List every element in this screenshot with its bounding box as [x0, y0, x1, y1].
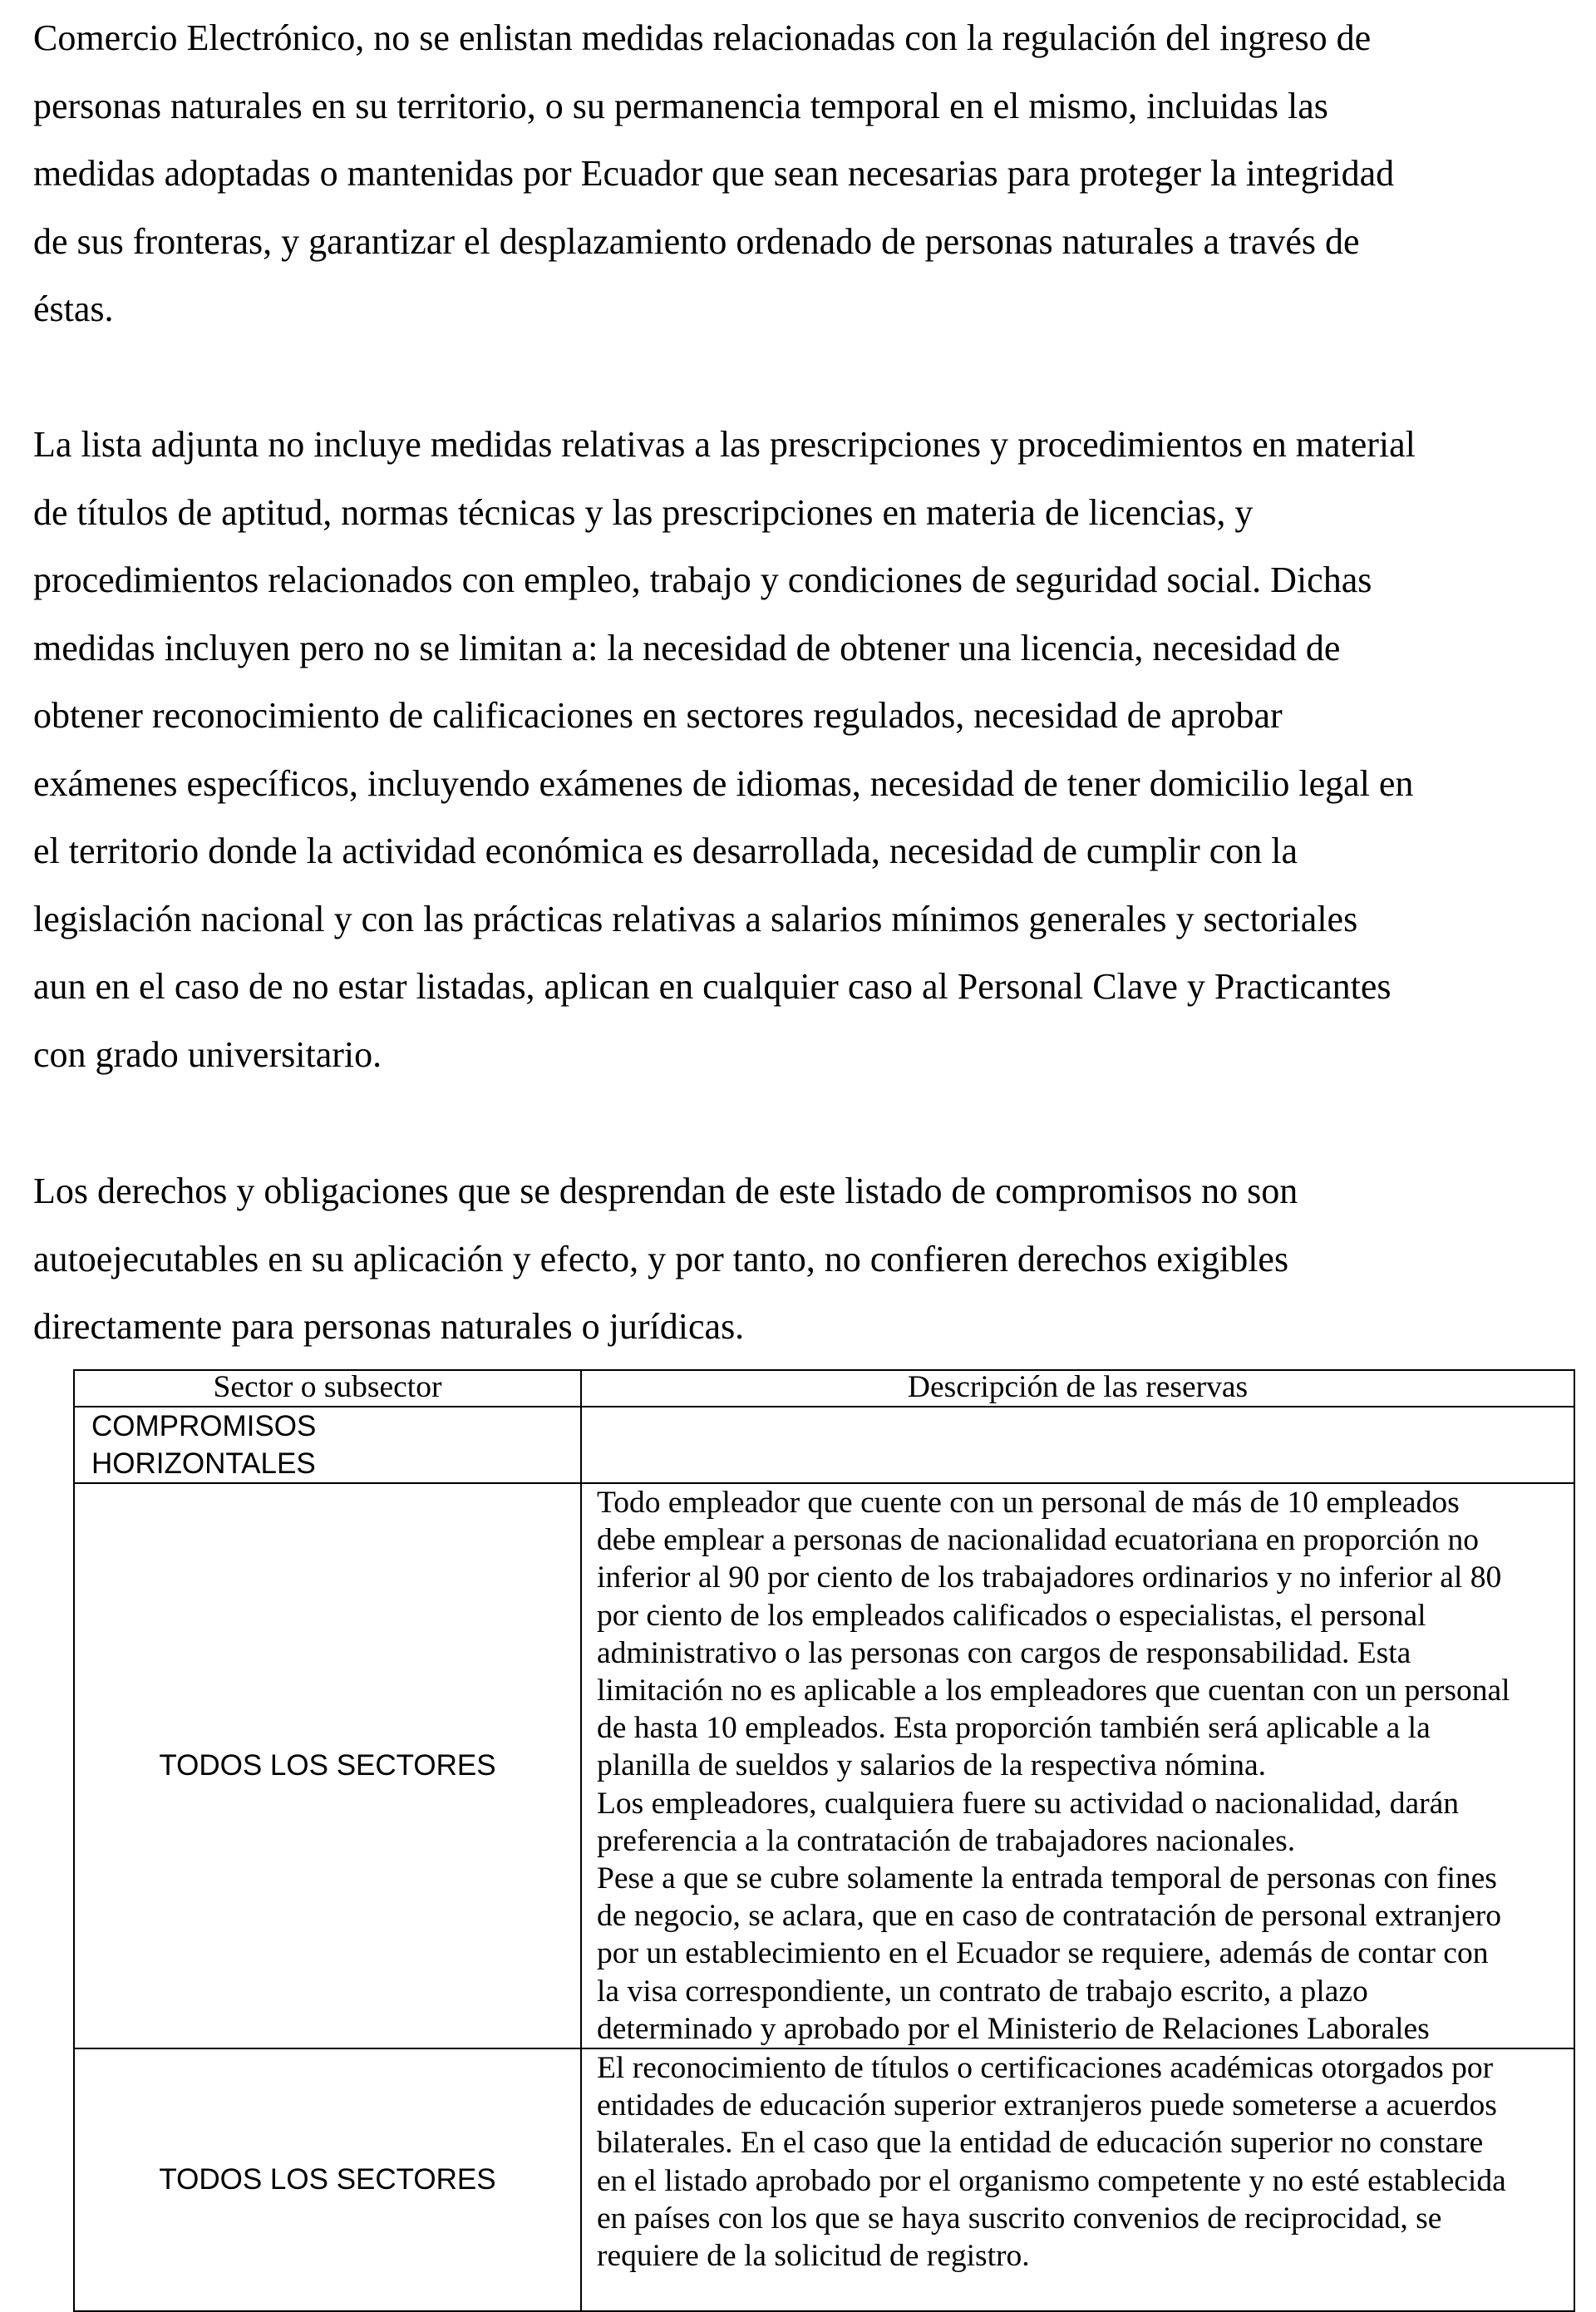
paragraph-rights-obligations [33, 1157, 1563, 1361]
reservations-table [73, 1369, 1575, 2312]
paragraph-attached-list [33, 411, 1563, 1088]
text-line: Comercio Electrónico, no se enlistan medidas relacionadas con la regulación del ingreso de [33, 17, 1372, 58]
category-cell [74, 1407, 581, 1483]
text-line: con grado universitario. [33, 1033, 382, 1075]
text-line: medidas adoptadas o mantenidas por Ecuador que sean necesarias para proteger la integridad [33, 153, 1395, 194]
text-line: el territorio donde la actividad económica es desarrollada, necesidad de cumplir con la [33, 831, 1298, 871]
description-line: en países con los que se haya suscrito convenios de reciprocidad, se [597, 2201, 1442, 2236]
text-line: obtener reconocimiento de calificaciones en sectores regulados, necesidad de aprobar [33, 695, 1283, 736]
category-label-line: COMPROMISOS [91, 1410, 317, 1442]
table-header-row [74, 1370, 1574, 1407]
text-line: Los derechos y obligaciones que se desprendan de este listado de compromisos no son [33, 1171, 1298, 1211]
description-line: planilla de sueldos y salarios de la respectiva nómina. [597, 1748, 1266, 1783]
description-line: entidades de educación superior extranjeros puede someterse a acuerdos [597, 2088, 1497, 2123]
category-empty-cell [581, 1407, 1574, 1483]
description-line: debe emplear a personas de nacionalidad ecuatoriana en proporción no [597, 1523, 1479, 1558]
description-line: administrativo o las personas con cargos de responsabilidad. Esta [597, 1635, 1411, 1670]
description-line: por un establecimiento en el Ecuador se requiere, además de contar con [597, 1936, 1489, 1971]
description-line: El reconocimiento de títulos o certificaciones académicas otorgados por [597, 2051, 1494, 2086]
description-line: por ciento de los empleados calificados o especialistas, el personal [597, 1598, 1426, 1633]
description-cell [581, 2048, 1574, 2311]
description-line: preferencia a la contratación de trabajadores nacionales. [597, 1823, 1296, 1858]
text-line: aun en el caso de no estar listadas, aplican en cualquier caso al Personal Clave y Practicantes [33, 966, 1392, 1007]
description-line: de negocio, se aclara, que en caso de contratación de personal extranjero [597, 1899, 1502, 1934]
text-line: exámenes específicos, incluyendo exámenes de idiomas, necesidad de tener domicilio legal en [33, 762, 1414, 804]
category-label-line: HORIZONTALES [91, 1447, 316, 1480]
description-line: determinado y aprobado por el Ministerio de Relaciones Laborales [597, 2011, 1430, 2046]
description-line: Todo empleador que cuente con un personal de más de 10 empleados [597, 1486, 1460, 1520]
table-row [74, 1483, 1574, 2048]
text-line: personas naturales en su territorio, o su permanencia temporal en el mismo, incluidas las [33, 85, 1328, 126]
description-line: Pese a que se cubre solamente la entrada temporal de personas con fines [597, 1861, 1497, 1896]
description-line: en el listado aprobado por el organismo competente y no esté establecida [597, 2163, 1506, 2198]
paragraph-electronic-commerce [33, 4, 1563, 343]
text-line: directamente para personas naturales o jurídicas. [33, 1306, 745, 1347]
description-line: requiere de la solicitud de registro. [597, 2239, 1030, 2274]
table-category-row [74, 1407, 1574, 1483]
description-line: la visa correspondiente, un contrato de trabajo escrito, a plazo [597, 1974, 1368, 2009]
text-line: procedimientos relacionados con empleo, trabajo y condiciones de seguridad social. Dichas [33, 560, 1372, 600]
text-line: de sus fronteras, y garantizar el desplazamiento ordenado de personas naturales a través de [33, 220, 1360, 262]
text-line: medidas incluyen pero no se limitan a: la necesidad de obtener una licencia, necesidad de [33, 627, 1341, 668]
column-header-description: Descripción de las reservas [581, 1370, 1574, 1407]
sector-cell: TODOS LOS SECTORES [74, 1483, 581, 2048]
description-line: de hasta 10 empleados. Esta proporción también será aplicable a la [597, 1711, 1431, 1746]
description-line: bilaterales. En el caso que la entidad de educación superior no constare [597, 2126, 1484, 2161]
description-cell [581, 1483, 1574, 2048]
description-line: limitación no es aplicable a los empleadores que cuentan con un personal [597, 1674, 1510, 1708]
text-line: de títulos de aptitud, normas técnicas y las prescripciones en materia de licencias, y [33, 491, 1254, 533]
text-line: autoejecutables en su aplicación y efecto, y por tanto, no confieren derechos exigibles [33, 1238, 1289, 1279]
text-line: La lista adjunta no incluye medidas relativas a las prescripciones y procedimientos en material [33, 424, 1416, 465]
description-line: Los empleadores, cualquiera fuere su actividad o nacionalidad, darán [597, 1786, 1460, 1821]
text-line: éstas. [33, 288, 114, 329]
sector-cell: TODOS LOS SECTORES [74, 2048, 581, 2311]
column-header-sector: Sector o subsector [74, 1370, 581, 1407]
description-line: inferior al 90 por ciento de los trabajadores ordinarios y no inferior al 80 [597, 1560, 1502, 1595]
table-row [74, 2048, 1574, 2311]
text-line: legislación nacional y con las prácticas relativas a salarios mínimos generales y sectoriales [33, 898, 1358, 939]
